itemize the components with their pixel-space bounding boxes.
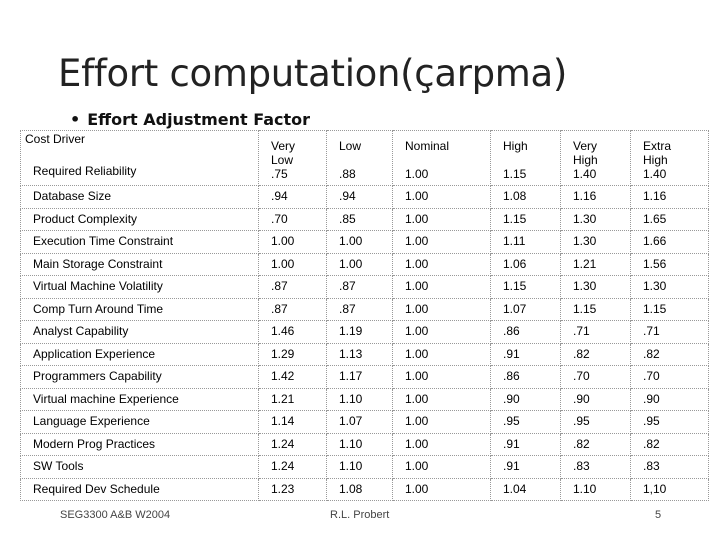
header-low-label: Low [339,139,362,153]
table-row [21,456,709,479]
cell-very-low: .70 [259,208,327,231]
cell-very-high: 1.15 [561,298,631,321]
cell-low: 1.17 [327,366,393,389]
cost-driver-table [20,130,709,501]
cost-driver-cell: Main Storage Constraint [21,253,259,276]
footer-page-number: 5 [655,509,662,521]
cost-driver-cell: Required Dev Schedule [21,478,259,501]
cell-very-high: 1.30 [561,231,631,254]
cell-nominal: 1.00 [393,433,491,456]
cell-required-reliability-extra-high: 1.40 [643,167,667,181]
cell-extra-high: 1.16 [631,186,709,209]
cell-low: 1.19 [327,321,393,344]
cost-driver-cell: Product Complexity [21,208,259,231]
cell-very-low: 1.23 [259,478,327,501]
cell-nominal: 1.00 [393,186,491,209]
cell-high: .91 [491,433,561,456]
cell-high: 1.11 [491,231,561,254]
table-row [21,298,709,321]
cell-extra-high: .70 [631,366,709,389]
cell-low: 1.07 [327,411,393,434]
cell-nominal: 1.00 [393,343,491,366]
header-cost-driver-label: Cost Driver [25,132,86,146]
table-row [21,388,709,411]
cell-high: 1.08 [491,186,561,209]
cell-required-reliability-low: .88 [339,167,356,181]
cell-extra-high: .83 [631,456,709,479]
cell-nominal: 1.00 [393,366,491,389]
cell-low: .87 [327,276,393,299]
cost-driver-cell: SW Tools [21,456,259,479]
header-low [327,131,393,186]
header-cost-driver [21,131,259,186]
header-very-low [259,131,327,186]
cell-extra-high: 1.65 [631,208,709,231]
cell-very-low: 1.00 [259,253,327,276]
cell-required-reliability-very-high: 1.40 [573,167,597,181]
cell-very-high: .82 [561,433,631,456]
cell-required-reliability-high: 1.15 [503,167,527,181]
cell-low: .85 [327,208,393,231]
cell-very-low: .87 [259,276,327,299]
cell-very-low: 1.21 [259,388,327,411]
header-nominal-label: Nominal [405,139,450,153]
cell-extra-high: .95 [631,411,709,434]
cell-high: 1.04 [491,478,561,501]
cell-very-high: .90 [561,388,631,411]
table-row [21,208,709,231]
cell-nominal: 1.00 [393,231,491,254]
cell-very-low: 1.00 [259,231,327,254]
cell-high: 1.07 [491,298,561,321]
cell-high: .95 [491,411,561,434]
cell-high: .91 [491,343,561,366]
footer-course: SEG3300 A&B W2004 [60,509,171,521]
cell-low: 1.10 [327,433,393,456]
cell-extra-high: 1.15 [631,298,709,321]
header-extra-high-line2: High [643,153,668,167]
cell-extra-high: .82 [631,343,709,366]
table-header-row [21,131,709,186]
table-row [21,343,709,366]
cell-low: 1.00 [327,253,393,276]
cell-very-low: 1.14 [259,411,327,434]
cell-very-low: .94 [259,186,327,209]
cell-very-high: .95 [561,411,631,434]
cell-very-high: 1.10 [561,478,631,501]
cell-nominal: 1.00 [393,388,491,411]
cell-very-high: .83 [561,456,631,479]
cell-nominal: 1.00 [393,276,491,299]
cell-very-high: 1.16 [561,186,631,209]
row-driver-required-reliability: Required Reliability [33,164,137,178]
table-row [21,411,709,434]
header-high [491,131,561,186]
table-row [21,253,709,276]
cell-nominal: 1.00 [393,208,491,231]
header-very-low-line2: Low [271,153,294,167]
cell-high: .86 [491,321,561,344]
cost-driver-cell: Application Experience [21,343,259,366]
cell-extra-high: .90 [631,388,709,411]
cell-extra-high: .71 [631,321,709,344]
cell-very-low: 1.42 [259,366,327,389]
cell-high: .91 [491,456,561,479]
header-extra-high-line1: Extra [643,139,672,153]
cell-required-reliability-nominal: 1.00 [405,167,429,181]
cell-low: .87 [327,298,393,321]
header-high-label: High [503,139,528,153]
header-very-high-line1: Very [573,139,598,153]
cost-driver-cell: Modern Prog Practices [21,433,259,456]
table-row [21,478,709,501]
slide-subtitle [70,110,310,129]
cell-low: 1.10 [327,456,393,479]
cell-high: 1.06 [491,253,561,276]
cell-extra-high: .82 [631,433,709,456]
cell-very-low: 1.46 [259,321,327,344]
cost-driver-cell: Language Experience [21,411,259,434]
cell-extra-high: 1.30 [631,276,709,299]
cell-low: 1.00 [327,231,393,254]
table-row [21,433,709,456]
table-row [21,231,709,254]
cell-very-low: 1.29 [259,343,327,366]
cost-driver-cell: Comp Turn Around Time [21,298,259,321]
cell-extra-high: 1.56 [631,253,709,276]
header-very-low-line1: Very [271,139,296,153]
cell-high: 1.15 [491,276,561,299]
cost-driver-cell: Database Size [21,186,259,209]
cell-high: .90 [491,388,561,411]
cost-driver-cell: Virtual Machine Volatility [21,276,259,299]
slide-title: Effort computation(çarpma) [58,52,568,95]
cell-very-high: 1.30 [561,276,631,299]
cell-nominal: 1.00 [393,321,491,344]
cell-very-high: .70 [561,366,631,389]
cell-low: 1.08 [327,478,393,501]
cell-very-high: 1.30 [561,208,631,231]
subtitle-text: Effort Adjustment Factor [87,110,311,129]
header-very-high [561,131,631,186]
cell-high: 1.15 [491,208,561,231]
cell-low: 1.13 [327,343,393,366]
cost-driver-cell: Virtual machine Experience [21,388,259,411]
cell-nominal: 1.00 [393,253,491,276]
cell-high: .86 [491,366,561,389]
cell-low: 1.10 [327,388,393,411]
cell-nominal: 1.00 [393,478,491,501]
header-extra-high [631,131,709,186]
footer-author: R.L. Probert [330,509,390,521]
table-row [21,186,709,209]
table-row [21,366,709,389]
cell-very-high: .82 [561,343,631,366]
table-row [21,276,709,299]
cell-extra-high: 1.66 [631,231,709,254]
cell-very-low: 1.24 [259,456,327,479]
cell-very-high: 1.21 [561,253,631,276]
cell-very-low: .87 [259,298,327,321]
table-row [21,321,709,344]
bullet-icon: • [70,110,81,129]
header-very-high-line2: High [573,153,598,167]
cell-required-reliability-very-low: .75 [271,167,288,181]
cost-driver-cell: Programmers Capability [21,366,259,389]
cell-extra-high: 1,10 [631,478,709,501]
cost-driver-cell: Execution Time Constraint [21,231,259,254]
cell-nominal: 1.00 [393,411,491,434]
header-nominal [393,131,491,186]
cell-nominal: 1.00 [393,456,491,479]
cell-very-low: 1.24 [259,433,327,456]
cost-driver-cell: Analyst Capability [21,321,259,344]
cell-very-high: .71 [561,321,631,344]
cell-low: .94 [327,186,393,209]
cell-nominal: 1.00 [393,298,491,321]
